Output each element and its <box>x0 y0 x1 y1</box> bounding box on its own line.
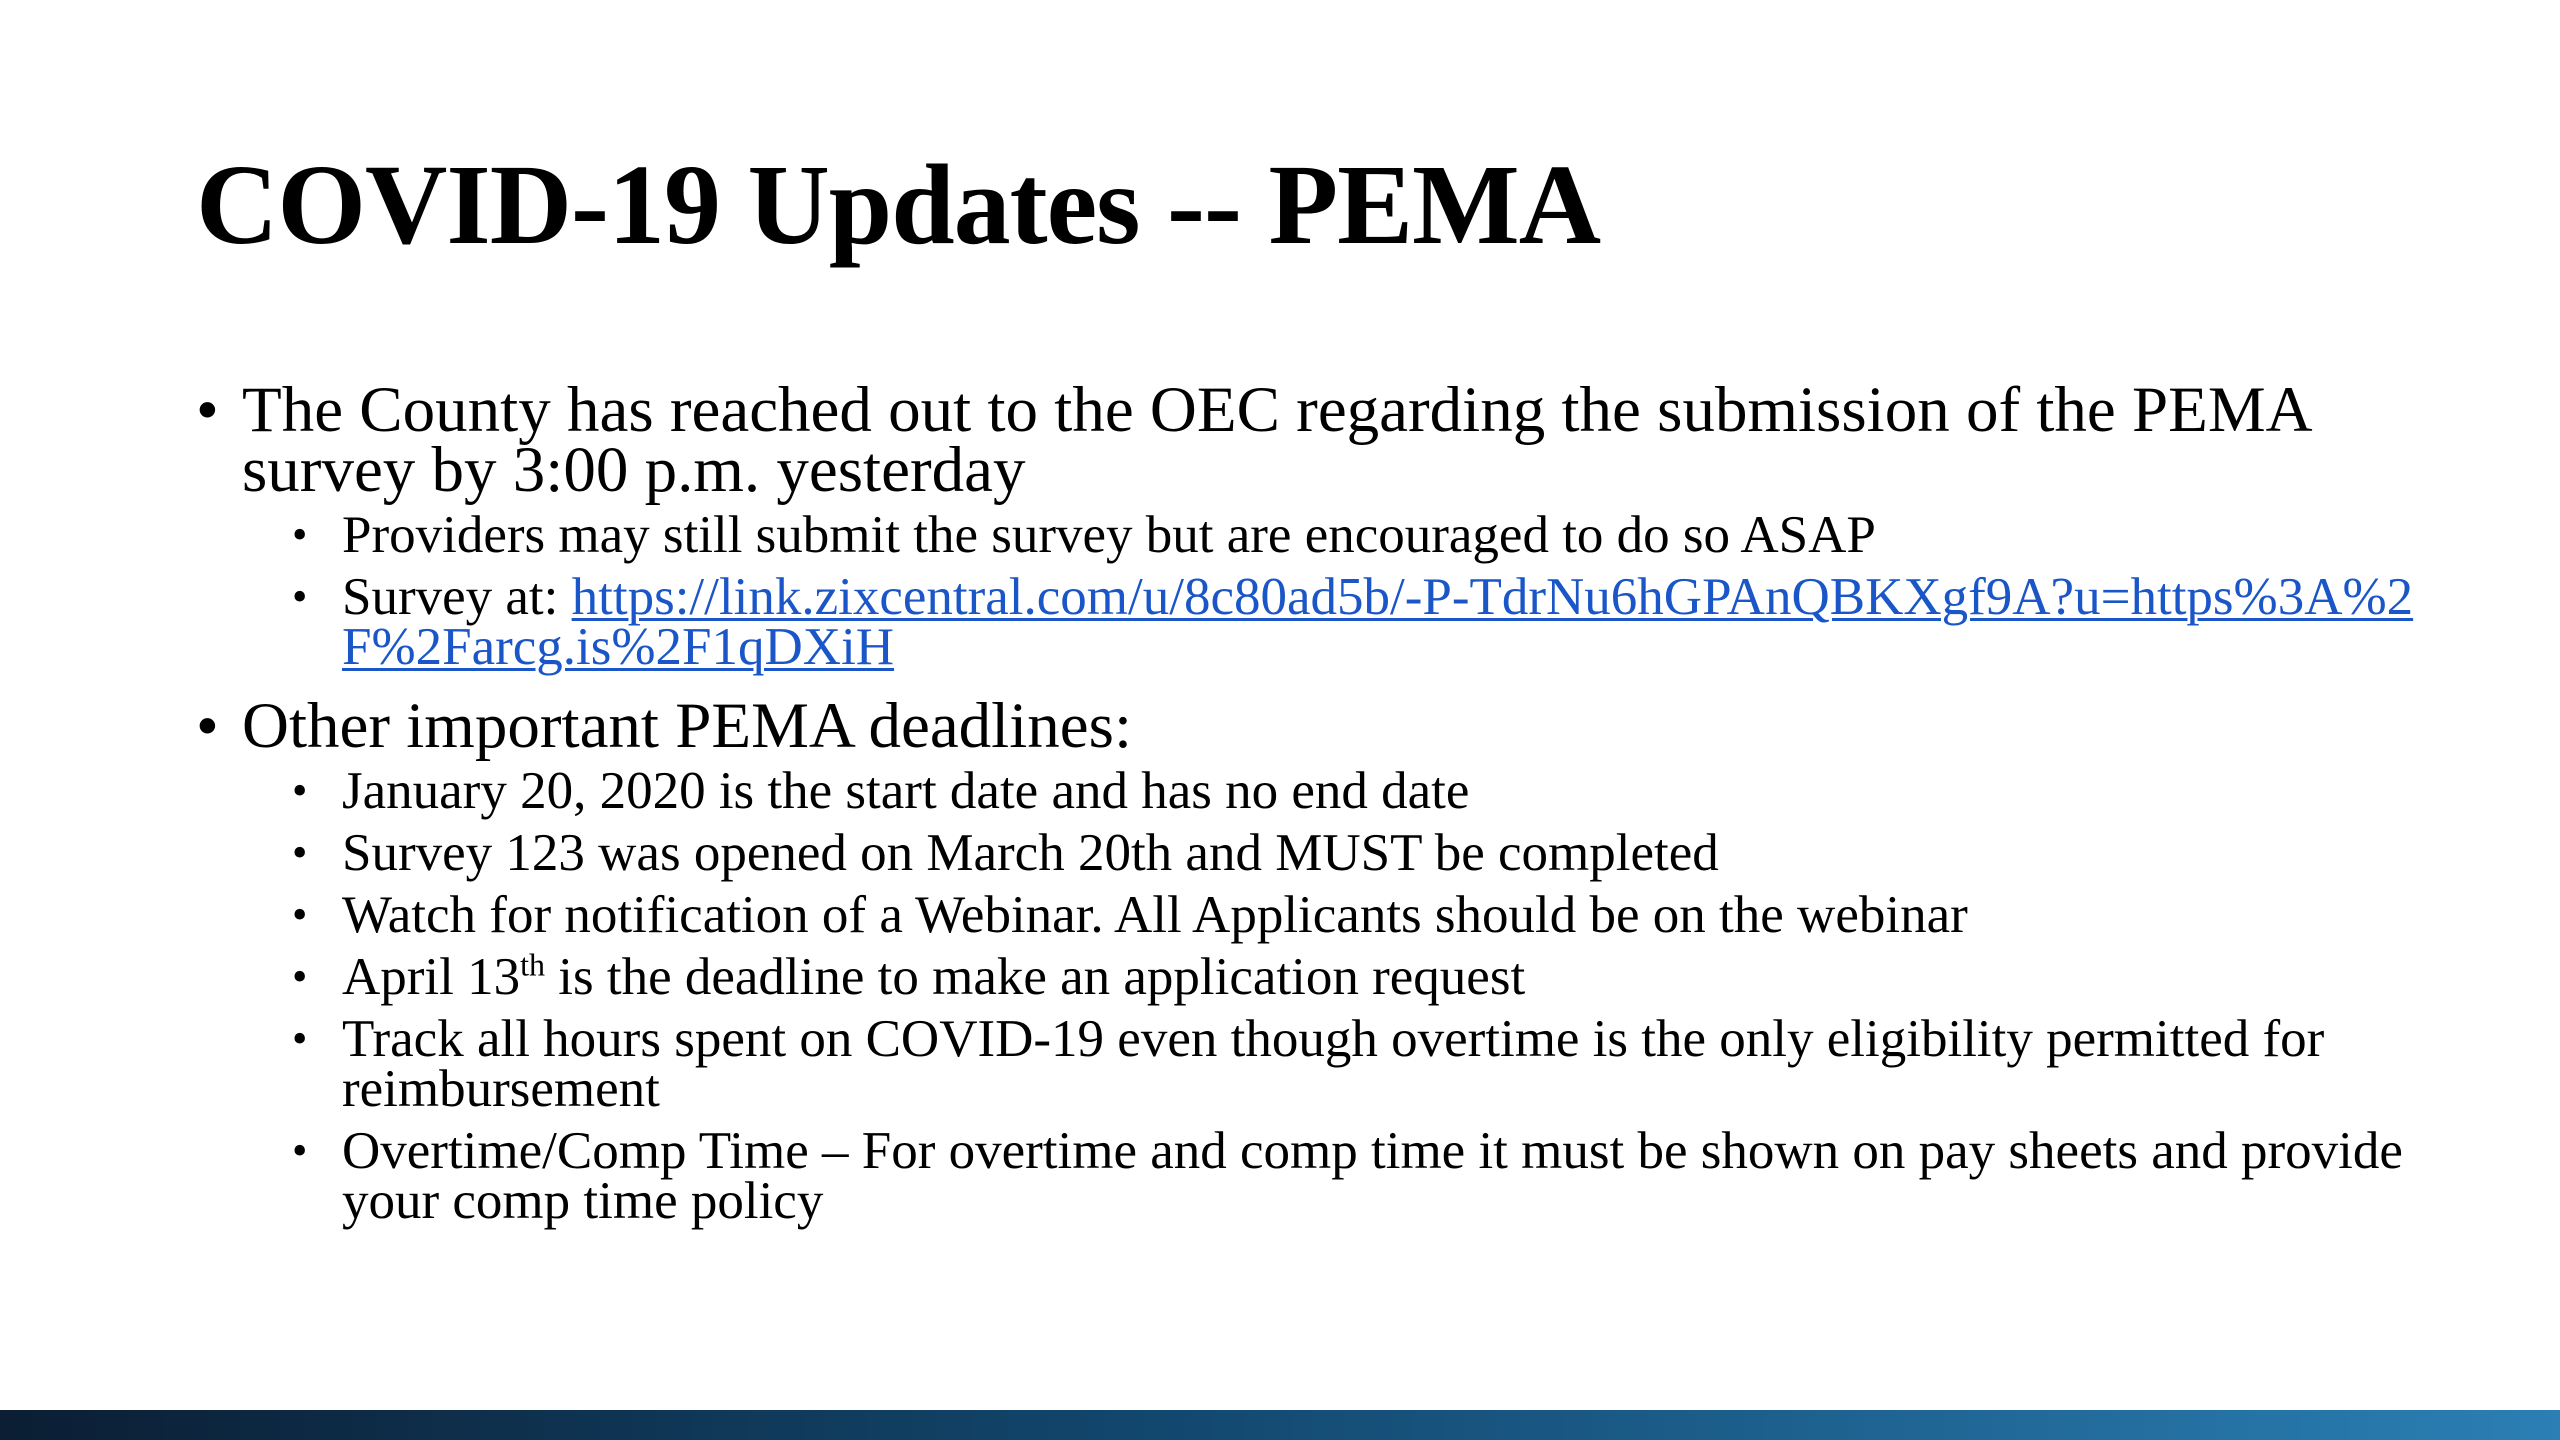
bullet-icon: • <box>292 890 308 939</box>
bullet-icon: • <box>292 1126 308 1175</box>
sub-bullet-list <box>242 506 2416 676</box>
bullet-text: The County has reached out to the OEC regarding the submission of the PEMA survey by 3:00 p.m. yesterday <box>242 374 2310 506</box>
bullet-icon: • <box>196 374 219 446</box>
bullet-pema-deadlines <box>196 690 2416 1230</box>
sub-bullet-survey-link <box>292 568 2416 676</box>
sub-bullet-text: Survey 123 was opened on March 20th and MUST be completed <box>342 824 1719 882</box>
sub-bullet-text: Track all hours spent on COVID-19 even though overtime is the only eligibility permitted for reimbursement <box>342 1010 2325 1118</box>
slide-title: COVID-19 Updates -- PEMA <box>196 141 1601 268</box>
sub-bullet-webinar <box>292 886 2416 944</box>
bullet-text: Other important PEMA deadlines: <box>242 690 1133 762</box>
sub-bullet-text: Watch for notification of a Webinar. All Applicants should be on the webinar <box>342 886 1968 944</box>
ordinal-suffix: th <box>520 946 546 983</box>
sub-bullet-april-deadline <box>292 946 2416 1006</box>
bullet-list <box>196 374 2416 1230</box>
sub-bullet-list <box>242 762 2416 1230</box>
bullet-icon: • <box>292 766 308 815</box>
survey-link[interactable]: https://link.zixcentral.com/u/8c80ad5b/-P-TdrNu6hGPAnQBKXgf9A?u=https%3A%2F%2Farcg.is%2F1qDXiH <box>342 568 2414 676</box>
sub-bullet-text: Providers may still submit the survey but are encouraged to do so ASAP <box>342 506 1876 564</box>
survey-prefix: Survey at: <box>342 568 572 626</box>
sub-bullet-track-hours <box>292 1010 2416 1118</box>
footer-accent-bar <box>0 1410 2560 1440</box>
sub-bullet-survey-123 <box>292 824 2416 882</box>
bullet-county-oec <box>196 374 2416 676</box>
bullet-icon: • <box>196 690 219 762</box>
slide-content <box>196 374 2416 1250</box>
bullet-icon: • <box>292 510 308 559</box>
sub-bullet-text-post: is the deadline to make an application request <box>545 948 1526 1006</box>
sub-bullet-providers <box>292 506 2416 564</box>
bullet-icon: • <box>292 952 308 1001</box>
sub-bullet-text-pre: April 13 <box>342 948 521 1006</box>
sub-bullet-start-date <box>292 762 2416 820</box>
sub-bullet-text: Overtime/Comp Time – For overtime and comp time it must be shown on pay sheets and provide your comp time policy <box>342 1122 2403 1230</box>
sub-bullet-text: January 20, 2020 is the start date and has no end date <box>342 762 1470 820</box>
sub-bullet-comp-time <box>292 1122 2416 1230</box>
bullet-icon: • <box>292 1014 308 1063</box>
bullet-icon: • <box>292 572 308 621</box>
bullet-icon: • <box>292 828 308 877</box>
